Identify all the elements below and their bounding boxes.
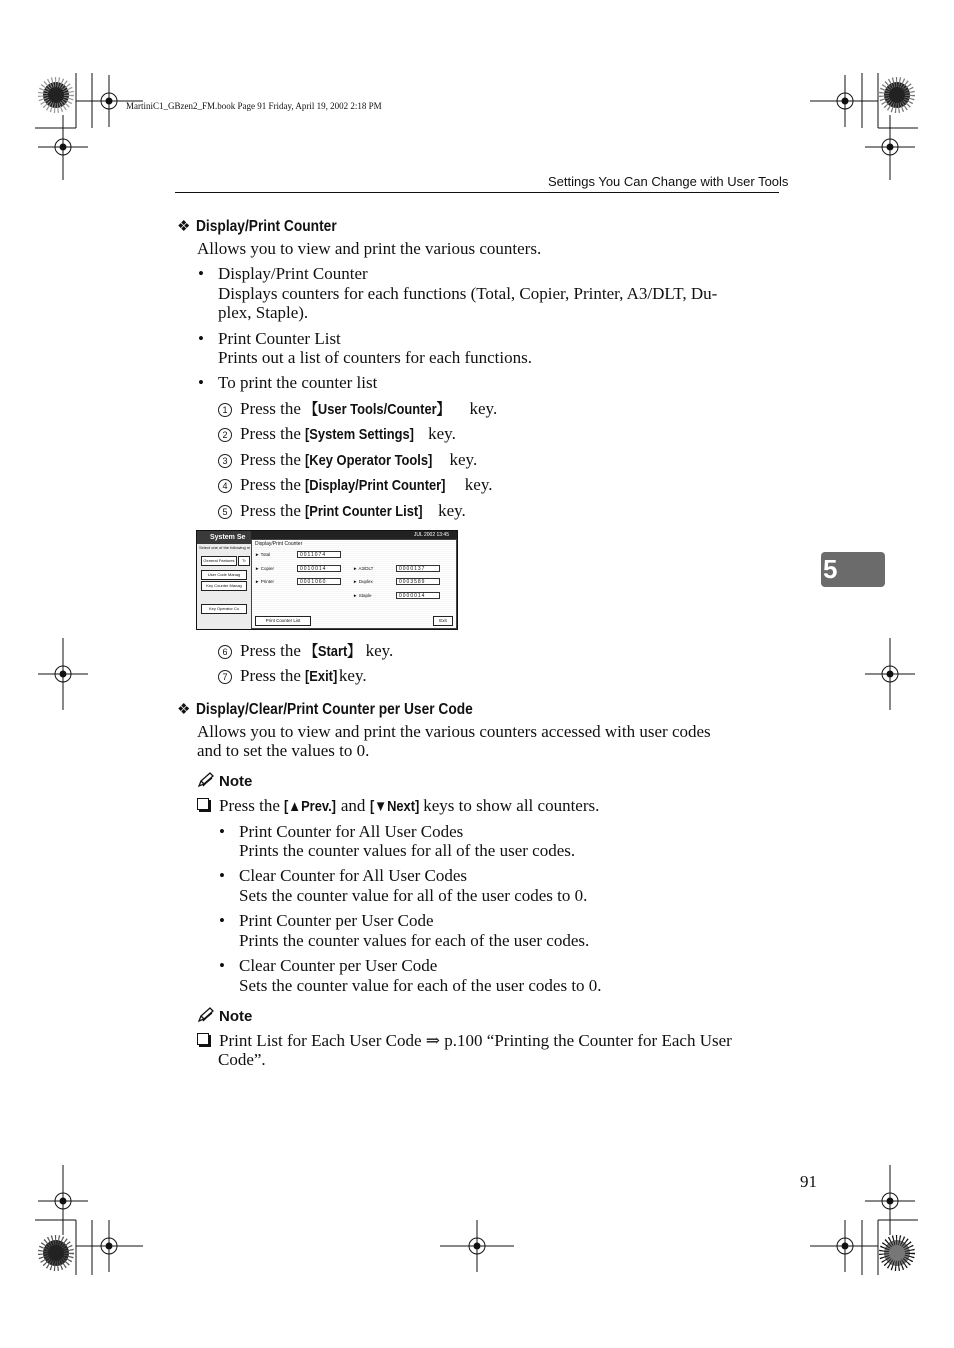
print-header: MartiniC1_GBzen2_FM.book Page 91 Friday, April 19, 2002 2:18 PM xyxy=(126,101,382,111)
key-label: 【Start】 xyxy=(305,643,361,660)
list-item-desc: Displays counters for each functions (Total, Copier, Printer, A3/DLT, Du- xyxy=(218,284,718,303)
list-item xyxy=(239,822,463,841)
step-text: key. xyxy=(334,666,367,685)
print-counter-list-button[interactable]: Print Counter List xyxy=(255,616,311,626)
note-text: and xyxy=(336,796,370,815)
section2-intro: and to set the values to 0. xyxy=(197,741,370,760)
key-label: 【User Tools/Counter】 xyxy=(305,401,450,418)
status-bar: JUL 2002 13:45 xyxy=(251,531,457,539)
checkbox-icon xyxy=(197,1033,209,1045)
step-number: 7 xyxy=(218,670,232,684)
counter-label: ► Total xyxy=(255,552,271,557)
section2-intro: Allows you to view and print the various counters accessed with user codes xyxy=(197,722,711,741)
prev-key-label: [▲Prev.] xyxy=(284,798,337,815)
list-item-title: Clear Counter per User Code xyxy=(239,956,438,975)
user-code-button[interactable]: User Code Manag xyxy=(201,570,247,580)
counter-value: 0011074 xyxy=(297,551,341,558)
step xyxy=(218,424,456,444)
list-item-title: Clear Counter for All User Codes xyxy=(239,866,468,885)
pencil-note-icon xyxy=(197,1007,215,1023)
page-number: 91 xyxy=(800,1172,817,1191)
key-label: [System Settings] xyxy=(305,426,415,443)
step-text: Press the xyxy=(240,666,306,685)
note-item-continued: Code”. xyxy=(218,1050,266,1069)
counter-label: ► Printer xyxy=(255,579,274,584)
list-item-desc: Prints the counter values for each of the user codes. xyxy=(239,931,590,950)
step-text: Press the xyxy=(240,450,306,469)
step-text: Press the xyxy=(240,501,306,520)
step-number: 1 xyxy=(218,403,232,417)
list-item-desc: Sets the counter value for each of the user codes to 0. xyxy=(239,976,602,995)
left-panel xyxy=(197,544,251,629)
section1-intro: Allows you to view and print the various counters. xyxy=(197,239,542,258)
control-panel-screenshot xyxy=(196,530,458,630)
section2-heading xyxy=(177,700,518,719)
cross-reference-link[interactable]: Print List for Each User Code ⇒ p.100 “Printing the Counter for Each User xyxy=(219,1031,732,1050)
step-number: 4 xyxy=(218,479,232,493)
list-item xyxy=(239,911,434,930)
running-head: Settings You Can Change with User Tools xyxy=(548,174,789,189)
step-number: 3 xyxy=(218,454,232,468)
counter-value: 0000137 xyxy=(396,565,440,572)
key-counter-button[interactable]: Key Counter Manag xyxy=(201,581,247,591)
counter-label: ► A3/DLT xyxy=(353,566,374,571)
general-features-button[interactable]: General Features xyxy=(201,556,237,566)
note-item xyxy=(197,796,599,816)
step-text: key. xyxy=(423,424,456,443)
panel-title: Display/Print Counter xyxy=(255,541,303,547)
step xyxy=(218,475,492,495)
list-item-desc: plex, Staple). xyxy=(218,303,309,322)
list-item xyxy=(218,264,368,283)
note-item xyxy=(197,1031,732,1050)
chapter-tab: 5 xyxy=(821,552,885,587)
note-text: keys to show all counters. xyxy=(419,796,600,815)
step xyxy=(218,450,477,470)
key-label: [Display/Print Counter] xyxy=(305,477,446,494)
step-text: key. xyxy=(361,641,394,660)
step-number: 2 xyxy=(218,428,232,442)
step-text: Press the xyxy=(240,424,306,443)
next-key-label: [▼Next] xyxy=(369,798,419,815)
counter-label: ► Copier xyxy=(255,566,274,571)
step-text: key. xyxy=(433,501,466,520)
list-item-desc: Prints the counter values for all of the user codes. xyxy=(239,841,576,860)
header-rule xyxy=(175,192,779,193)
step-text: key. xyxy=(460,475,493,494)
step xyxy=(218,501,466,521)
note-label: Note xyxy=(219,773,253,790)
list-item-title: Print Counter for All User Codes xyxy=(239,822,464,841)
step-text: Press the xyxy=(240,399,306,418)
list-item xyxy=(239,866,467,885)
list-item-desc: Sets the counter value for all of the user codes to 0. xyxy=(239,886,588,905)
counter-label: ► Staple xyxy=(353,593,372,598)
step-number: 5 xyxy=(218,505,232,519)
step xyxy=(218,641,393,661)
note-heading xyxy=(197,1007,252,1026)
counter-value: 0003589 xyxy=(396,578,440,585)
counter-value: 0010014 xyxy=(297,565,341,572)
section2-heading-text: Display/Clear/Print Counter per User Code xyxy=(196,701,474,718)
list-item-title: Print Counter per User Code xyxy=(239,911,434,930)
list-item xyxy=(218,373,377,392)
key-operator-button[interactable]: Key Operator Co xyxy=(201,604,247,614)
list-item-title: Print Counter List xyxy=(218,329,341,348)
list-item xyxy=(239,956,437,975)
key-label: [Key Operator Tools] xyxy=(305,452,433,469)
pencil-note-icon xyxy=(197,772,215,788)
key-label: [Exit] xyxy=(305,668,338,685)
diamond-icon: ❖ xyxy=(177,702,191,718)
counter-value: 0000014 xyxy=(396,592,440,599)
counter-label: ► Duplex xyxy=(353,579,373,584)
step-text: key. xyxy=(445,450,478,469)
exit-button[interactable]: Exit xyxy=(433,616,453,626)
note-label: Note xyxy=(219,1008,253,1025)
note-text: Press the xyxy=(219,796,285,815)
list-item-title: To print the counter list xyxy=(218,373,378,392)
counter-panel xyxy=(251,539,457,629)
left-instruction: Select one of the following m xyxy=(199,545,251,550)
section1-heading xyxy=(177,217,360,236)
step-text: Press the xyxy=(240,641,306,660)
checkbox-icon xyxy=(197,798,209,810)
step xyxy=(218,666,367,686)
note-heading xyxy=(197,772,252,791)
list-item-desc: Prints out a list of counters for each functions. xyxy=(218,348,532,367)
key-label: [Print Counter List] xyxy=(305,503,423,520)
step-text: Press the xyxy=(240,475,306,494)
diamond-icon: ❖ xyxy=(177,219,191,235)
section1-heading-text: Display/Print Counter xyxy=(196,218,338,235)
list-item xyxy=(218,329,341,348)
step-text: key. xyxy=(465,399,498,418)
step-number: 6 xyxy=(218,645,232,659)
screen-title: System Se xyxy=(197,531,251,544)
list-item-title: Display/Print Counter xyxy=(218,264,368,283)
counter-value: 0001060 xyxy=(297,578,341,585)
tray-button[interactable]: Tr xyxy=(238,556,250,566)
step xyxy=(218,399,497,419)
